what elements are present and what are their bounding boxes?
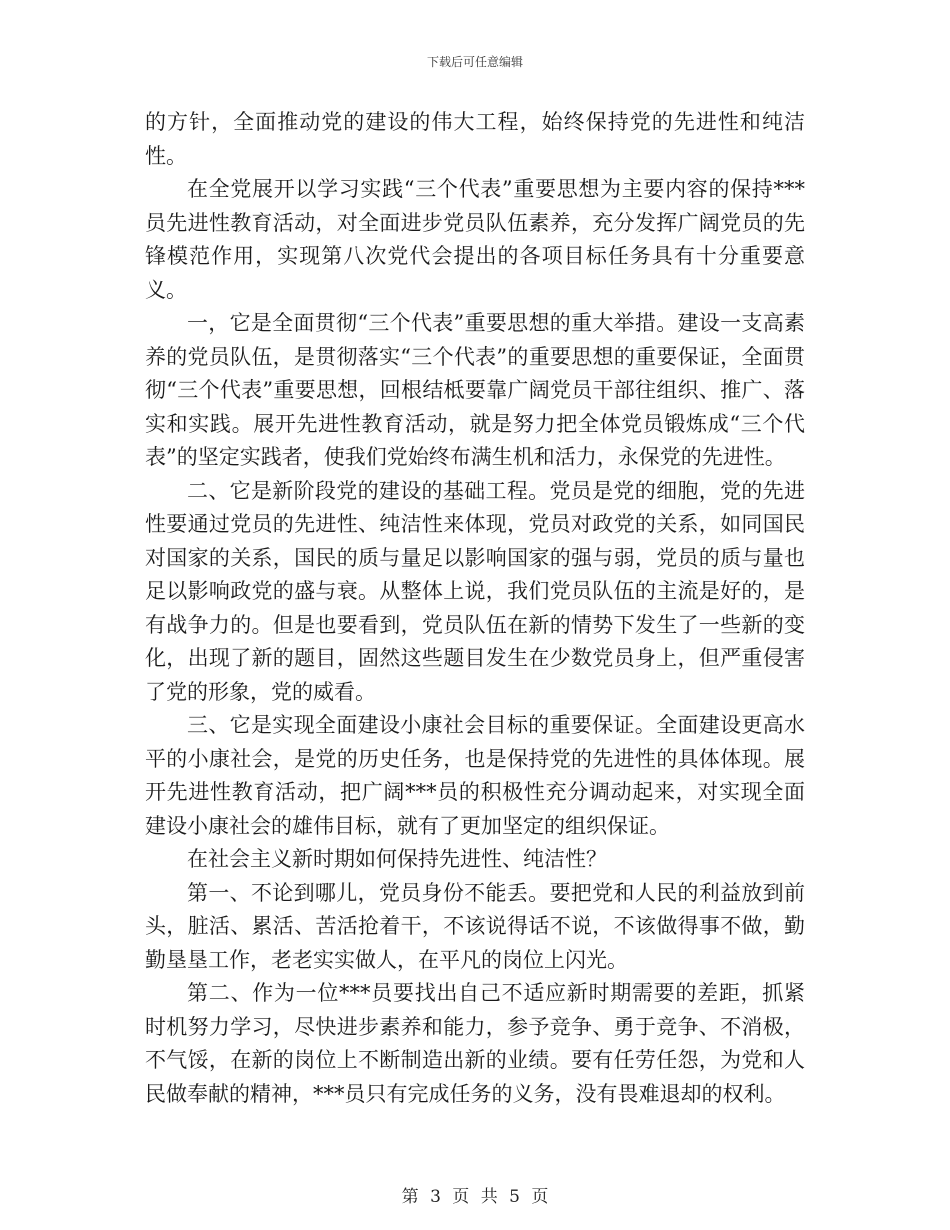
paragraph-1: 的方针，全面推动党的建设的伟大工程，始终保持党的先进性和纯洁性。	[145, 110, 805, 168]
paragraph-6: 在社会主义新时期如何保持先进性、纯洁性？	[187, 847, 607, 871]
document-body	[145, 106, 805, 1111]
paragraph-3: 一，它是全面贯彻“三个代表”重要思想的重大举措。建设一支高素养的党员队伍，是贯彻落实“三个代表”的重要思想的重要保证，全面贯彻“三个代表”重要思想，回根结柢要靠广阔党员干部往组织、推广、落实和实践。展开先进性教育活动，就是努力把全体党员锻炼成“三个代表”的坚定实践者，使我们党始终布满生机和活力，永保党的先进性。	[145, 311, 805, 469]
page-footer: 第 3 页 共 5 页	[401, 1187, 549, 1207]
paragraph-2: 在全党展开以学习实践“三个代表”重要思想为主要内容的保持***员先进性教育活动，对全面进步党员队伍素养，充分发挥广阔党员的先锋模范作用，实现第八次党代会提出的各项目标任务具有十分重要意义。	[145, 177, 805, 302]
page-header: 下载后可任意编辑	[426, 55, 523, 69]
paragraph-7: 第一、不论到哪儿，党员身份不能丢。要把党和人民的利益放到前头，脏活、累活、苦活抢着干，不该说得话不说，不该做得事不做，勤勤垦垦工作，老老实实做人，在平凡的岗位上闪光。	[145, 880, 805, 972]
paragraph-8: 第二、作为一位***员要找出自己不适应新时期需要的差距，抓紧时机努力学习，尽快进步素养和能力，参予竞争、勇于竞争、不消极，不气馁，在新的岗位上不断制造出新的业绩。要有任劳任怨，为党和人民做奉献的精神，***员只有完成任务的义务，没有畏难退却的权利。	[145, 981, 805, 1106]
paragraph-5: 三、它是实现全面建设小康社会目标的重要保证。全面建设更高水平的小康社会，是党的历史任务，也是保持党的先进性的具体体现。展开先进性教育活动，把广阔***员的积极性充分调动起来，对实现全面建设小康社会的雄伟目标，就有了更加坚定的组织保证。	[145, 713, 805, 838]
paragraph-4: 二、它是新阶段党的建设的基础工程。党员是党的细胞，党的先进性要通过党员的先进性、纯洁性来体现，党员对政党的关系，如同国民对国家的关系，国民的质与量足以影响国家的强与弱，党员的质与量也足以影响政党的盛与衰。从整体上说，我们党员队伍的主流是好的，是有战争力的。但是也要看到，党员队伍在新的情势下发生了一些新的变化，出现了新的题目，固然这些题目发生在少数党员身上，但严重侵害了党的形象，党的威看。	[145, 478, 805, 704]
